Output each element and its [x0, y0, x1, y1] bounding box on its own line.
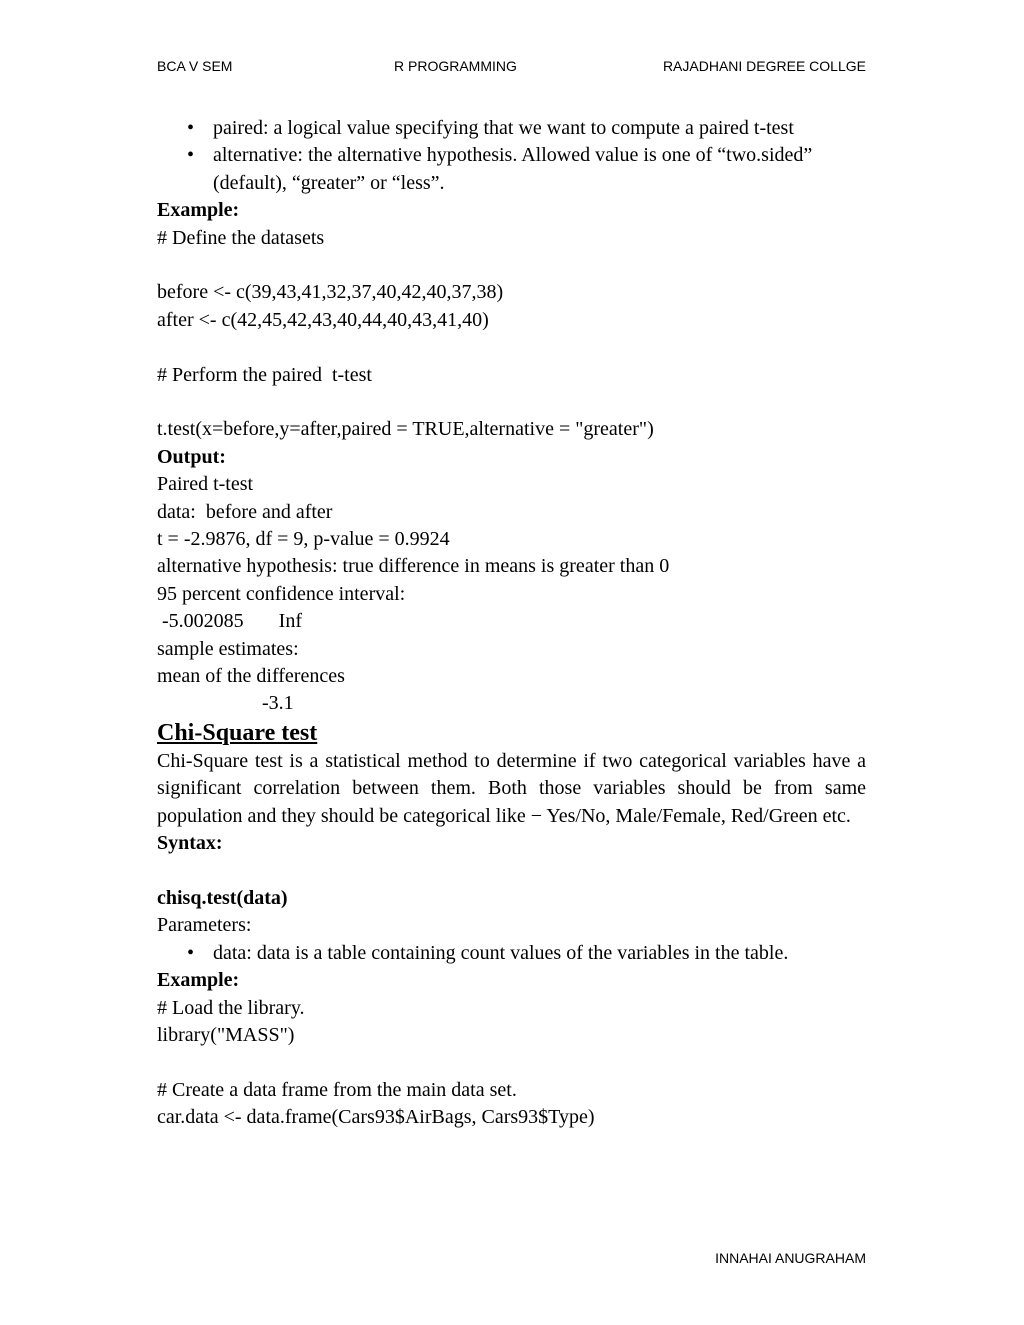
code-after: after <- c(42,45,42,43,40,44,40,43,41,40)	[157, 308, 489, 331]
list-item-paired: • paired: a logical value specifying that we want to compute a paired t-test	[157, 115, 866, 142]
header-college: RAJADHANI DEGREE COLLGE	[662, 58, 866, 74]
blank-line	[157, 334, 866, 361]
page-footer: INNAHAI ANUGRAHAM	[715, 1250, 866, 1266]
blank-line	[157, 1049, 866, 1076]
section-heading-chisquare: Chi-Square test	[157, 719, 318, 746]
blank-line	[157, 858, 866, 885]
output-line: Paired t-test	[157, 473, 254, 496]
parameter-list-chisq	[157, 940, 866, 967]
blank-line	[157, 389, 866, 416]
parameters-label: Parameters:	[157, 914, 252, 937]
code-before: before <- c(39,43,41,32,37,40,42,40,37,38)	[157, 281, 504, 304]
code-comment-define: # Define the datasets	[157, 226, 325, 249]
code-comment-perform: # Perform the paired t-test	[157, 363, 372, 386]
syntax-call: chisq.test(data)	[157, 886, 288, 909]
header-course: BCA V SEM	[157, 58, 233, 74]
example-label: Example:	[157, 969, 240, 992]
list-item-data: • data: data is a table containing count values of the variables in the table.	[157, 940, 866, 967]
output-line: mean of the differences	[157, 665, 345, 688]
code-ttest-call: t.test(x=before,y=after,paired = TRUE,alternative = "greater")	[157, 418, 654, 441]
output-line: sample estimates:	[157, 637, 299, 660]
chisquare-description: Chi-Square test is a statistical method to determine if two categorical variables have a significant correlation between them. Both those variables should be from same population and they should be categorical like − Yes/No, Male/Female, Red/Green etc.	[157, 749, 866, 827]
code-library-call: library("MASS")	[157, 1023, 295, 1046]
parameter-list-ttest	[157, 115, 866, 197]
code-car-data: car.data <- data.frame(Cars93$AirBags, Cars93$Type)	[157, 1106, 595, 1129]
syntax-label: Syntax:	[157, 832, 223, 855]
list-item-alternative: • alternative: the alternative hypothesis. Allowed value is one of “two.sided” (default), “greater” or “less”.	[157, 142, 866, 197]
example-label: Example:	[157, 199, 240, 222]
code-comment-create: # Create a data frame from the main data set.	[157, 1078, 517, 1101]
output-label: Output:	[157, 445, 226, 468]
output-line: data: before and after	[157, 500, 333, 523]
page-content	[157, 115, 866, 1132]
header-subject: R PROGRAMMING	[394, 58, 517, 74]
output-line: 95 percent confidence interval:	[157, 582, 406, 605]
output-line: alternative hypothesis: true difference in means is greater than 0	[157, 555, 670, 578]
output-mean-value: -3.1	[262, 692, 294, 715]
page-header	[157, 58, 866, 78]
code-comment-load: # Load the library.	[157, 996, 305, 1019]
blank-line	[157, 252, 866, 279]
output-line: -5.002085 Inf	[157, 610, 302, 633]
output-line: t = -2.9876, df = 9, p-value = 0.9924	[157, 528, 450, 551]
